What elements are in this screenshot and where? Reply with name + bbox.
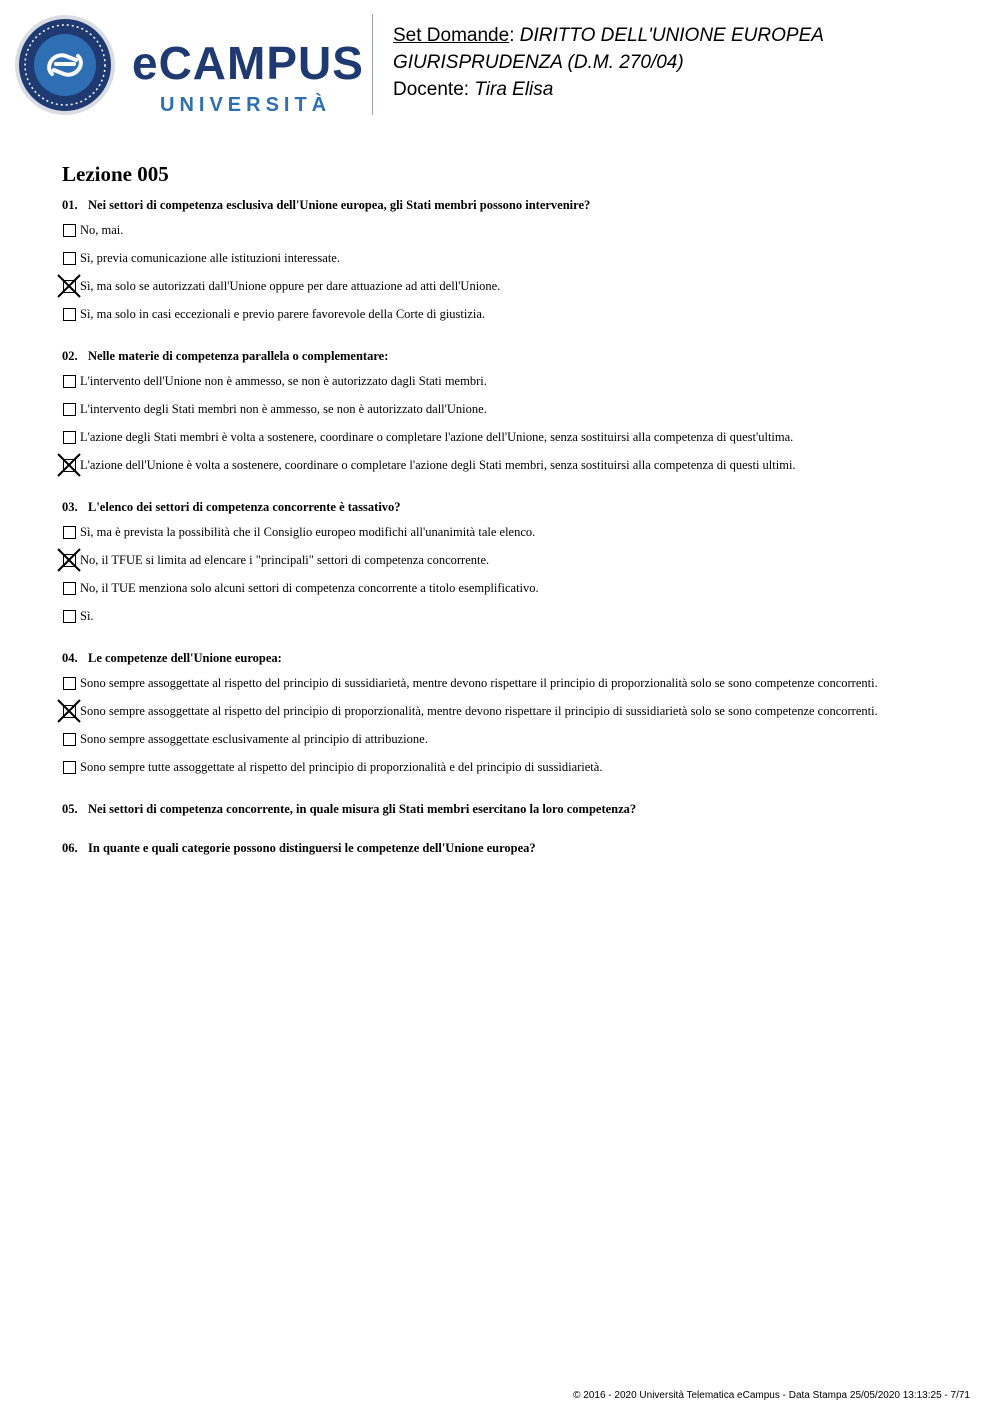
answer-option[interactable] xyxy=(62,430,962,458)
cross-mark-icon xyxy=(57,274,81,298)
question-spacer xyxy=(62,637,962,650)
question-spacer xyxy=(62,335,962,348)
option-text: Sì, previa comunicazione alle istituzioni interessate. xyxy=(80,251,340,265)
question-list xyxy=(62,197,962,879)
answer-option[interactable] xyxy=(62,374,962,402)
answer-option[interactable] xyxy=(62,609,962,637)
question-text xyxy=(62,348,962,374)
question-text xyxy=(62,840,962,866)
option-text: Sono sempre tutte assoggettate al rispetto del principio di proporzionalità e del principio di sussidiarietà. xyxy=(80,760,603,774)
question-text xyxy=(62,801,962,827)
option-text: L'azione dell'Unione è volta a sostenere, coordinare o completare l'azione degli Stati membri, senza sostituirsi alla competenza di questi ultimi. xyxy=(80,458,796,472)
course-title: DIRITTO DELL'UNIONE EUROPEA xyxy=(519,25,824,46)
option-text: Sono sempre assoggettate al rispetto del principio di proporzionalità, mentre devono rispettare il principio di sussidiarietà solo se sono competenze concorrenti. xyxy=(80,704,878,718)
option-text: Sì, ma solo in casi eccezionali e previo parere favorevole della Corte di giustizia. xyxy=(80,307,486,321)
checkbox[interactable] xyxy=(63,733,76,746)
question-number: 06. xyxy=(62,841,78,855)
option-text: L'azione degli Stati membri è volta a sostenere, coordinare o completare l'azione dell'Unione, senza sostituirsi alla competenza di quest'ultima. xyxy=(80,430,794,444)
question-spacer xyxy=(62,866,962,879)
question-number: 03. xyxy=(62,500,78,514)
cross-mark-icon xyxy=(57,453,81,477)
checkbox[interactable] xyxy=(63,224,76,237)
option-text: Sono sempre assoggettate esclusivamente al principio di attribuzione. xyxy=(80,732,428,746)
answer-option[interactable] xyxy=(62,279,962,307)
question-label: In quante e quali categorie possono distinguersi le competenze dell'Unione europea? xyxy=(88,841,536,855)
answer-option[interactable] xyxy=(62,553,962,581)
question-5 xyxy=(62,801,962,840)
answer-option[interactable] xyxy=(62,525,962,553)
answer-option[interactable] xyxy=(62,581,962,609)
question-label: Nei settori di competenza concorrente, in quale misura gli Stati membri esercitano la loro competenza? xyxy=(88,802,637,816)
option-text: No, mai. xyxy=(80,223,124,237)
checkbox[interactable] xyxy=(63,610,76,623)
brand-name: eCAMPUS xyxy=(132,37,364,89)
answer-option[interactable] xyxy=(62,402,962,430)
cross-mark-icon xyxy=(57,548,81,572)
set-label: Set Domande xyxy=(393,25,510,46)
question-spacer xyxy=(62,788,962,801)
answer-option[interactable] xyxy=(62,223,962,251)
checkbox[interactable] xyxy=(63,582,76,595)
lesson-title: Lezione 005 xyxy=(62,162,169,186)
option-text: Sì. xyxy=(80,609,94,623)
option-text: No, il TUE menziona solo alcuni settori di competenza concorrente a titolo esemplificativo. xyxy=(80,581,539,595)
answer-option[interactable] xyxy=(62,307,962,335)
course-line-1 xyxy=(393,22,824,49)
header-divider xyxy=(372,14,373,115)
question-4 xyxy=(62,650,962,801)
option-text: L'intervento dell'Unione non è ammesso, se non è autorizzato dagli Stati membri. xyxy=(80,374,487,388)
answer-option[interactable] xyxy=(62,676,962,704)
checkbox[interactable] xyxy=(63,431,76,444)
checkbox[interactable] xyxy=(63,677,76,690)
page-footer: © 2016 - 2020 Università Telematica eCampus - Data Stampa 25/05/2020 13:13:25 - 7/71 xyxy=(573,1390,970,1401)
option-text: Sì, ma è prevista la possibilità che il Consiglio europeo modifichi all'unanimità tale elenco. xyxy=(80,525,536,539)
checkbox[interactable] xyxy=(63,252,76,265)
ecampus-logo xyxy=(14,14,364,116)
question-label: Nelle materie di competenza parallela o complementare: xyxy=(88,349,389,363)
set-colon: : xyxy=(509,25,520,46)
brand-subtitle: UNIVERSITÀ xyxy=(160,94,332,116)
checkbox[interactable] xyxy=(63,403,76,416)
question-label: L'elenco dei settori di competenza concorrente è tassativo? xyxy=(88,500,401,514)
answer-option[interactable] xyxy=(62,458,962,486)
course-line-2: GIURISPRUDENZA (D.M. 270/04) xyxy=(393,52,684,73)
question-text xyxy=(62,499,962,525)
question-spacer xyxy=(62,486,962,499)
checkbox[interactable] xyxy=(63,375,76,388)
question-number: 04. xyxy=(62,651,78,665)
question-spacer xyxy=(62,827,962,840)
question-text xyxy=(62,197,962,223)
header-info xyxy=(393,22,824,103)
checkbox[interactable] xyxy=(63,526,76,539)
question-number: 05. xyxy=(62,802,78,816)
checkbox[interactable] xyxy=(63,761,76,774)
seal-icon xyxy=(14,14,116,116)
docente-line xyxy=(393,76,824,103)
question-text xyxy=(62,650,962,676)
answer-option[interactable] xyxy=(62,704,962,732)
question-number: 01. xyxy=(62,198,78,212)
answer-option[interactable] xyxy=(62,251,962,279)
question-label: Nei settori di competenza esclusiva dell'Unione europea, gli Stati membri possono intervenire? xyxy=(88,198,591,212)
docente-name: Tira Elisa xyxy=(474,79,554,100)
question-3 xyxy=(62,499,962,650)
option-text: Sono sempre assoggettate al rispetto del principio di sussidiarietà, mentre devono rispettare il principio di proporzionalità solo se sono competenze concorrenti. xyxy=(80,676,878,690)
docente-label: Docente: xyxy=(393,79,475,100)
checkbox[interactable] xyxy=(63,308,76,321)
question-1 xyxy=(62,197,962,348)
option-text: L'intervento degli Stati membri non è ammesso, se non è autorizzato dall'Unione. xyxy=(80,402,487,416)
cross-mark-icon xyxy=(57,699,81,723)
answer-option[interactable] xyxy=(62,760,962,788)
option-text: No, il TFUE si limita ad elencare i "principali" settori di competenza concorrente. xyxy=(80,553,490,567)
answer-option[interactable] xyxy=(62,732,962,760)
question-number: 02. xyxy=(62,349,78,363)
question-2 xyxy=(62,348,962,499)
question-label: Le competenze dell'Unione europea: xyxy=(88,651,282,665)
question-6 xyxy=(62,840,962,879)
option-text: Sì, ma solo se autorizzati dall'Unione oppure per dare attuazione ad atti dell'Unione. xyxy=(80,279,501,293)
